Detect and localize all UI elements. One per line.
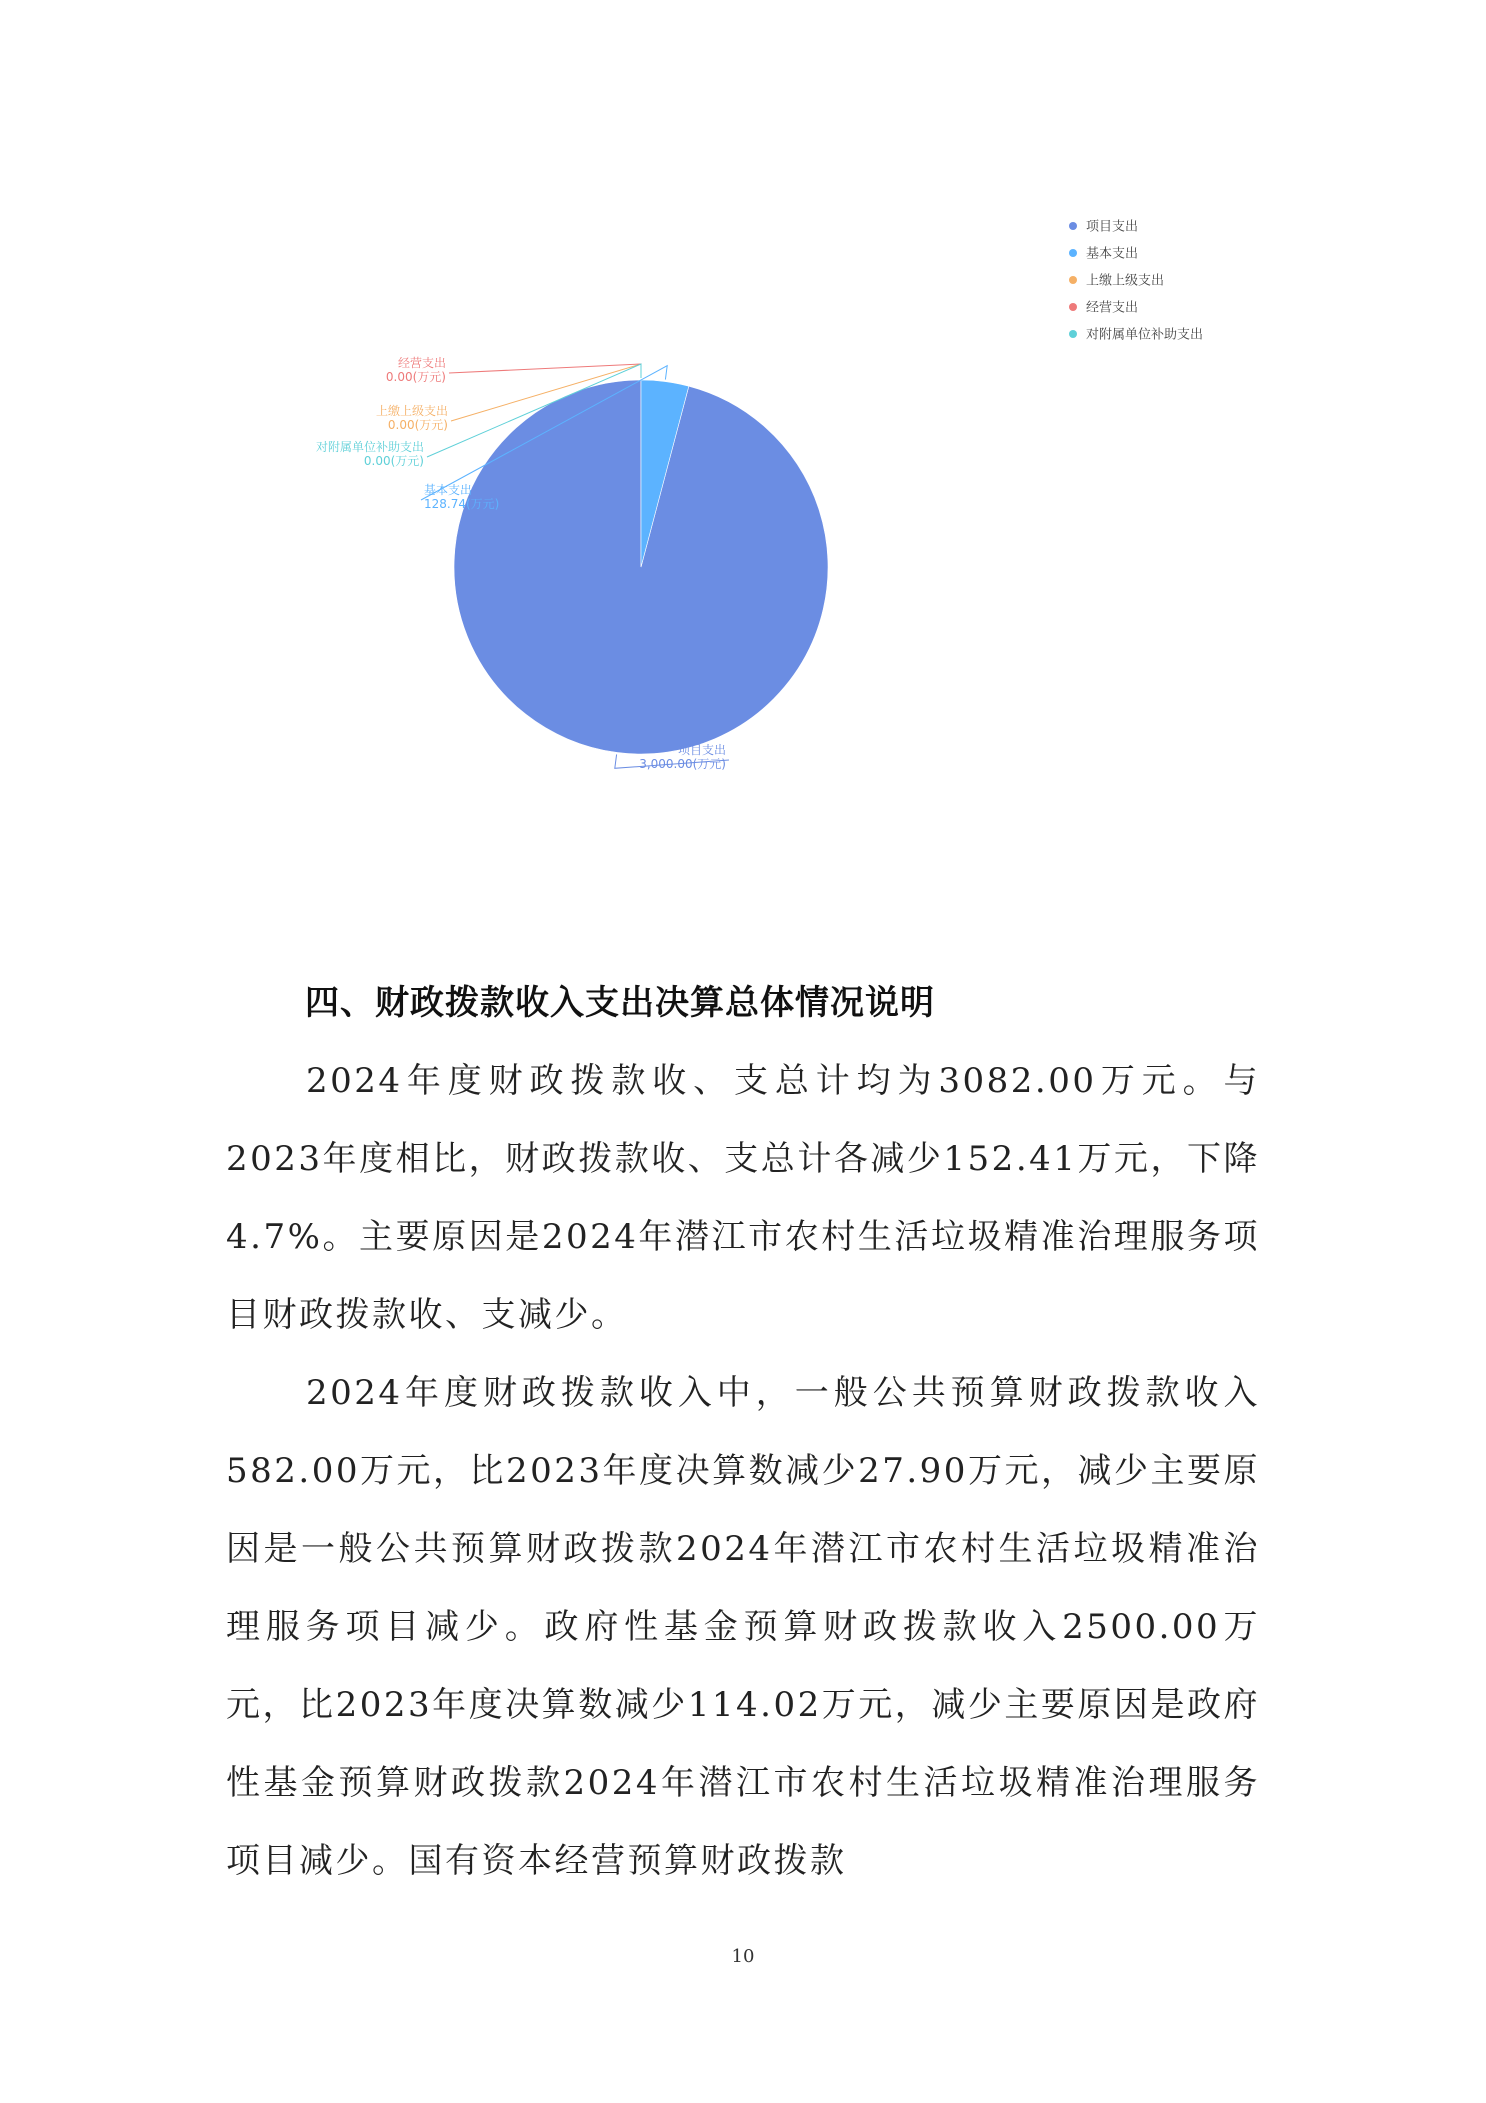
- slice-value-label: 0.00(万元): [387, 418, 448, 432]
- label-leader-line: [449, 364, 641, 378]
- slice-label: 经营支出: [397, 356, 446, 370]
- slice-value-label: 0.00(万元): [363, 454, 424, 468]
- legend-label: 上缴上级支出: [1086, 273, 1165, 289]
- legend-marker: [1069, 222, 1077, 230]
- paragraph-2: 2024年度财政拨款收入中，一般公共预算财政拨款收入582.00万元，比2023年度决算数减少27.90万元，减少主要原因是一般公共预算财政拨款2024年潜江市农村生活垃圾精准治理服务项目减少。政府性基金预算财政拨款收入2500.00万元，比2023年度决算数减少114.02万元，减少主要原因是政府性基金预算财政拨款2024年潜江市农村生活垃圾精准治理服务项目减少。国有资本经营预算财政拨款: [226, 1373, 1260, 1881]
- legend-label: 对附属单位补助支出: [1086, 327, 1204, 343]
- slice-label: 上缴上级支出: [375, 404, 448, 418]
- legend-marker: [1069, 276, 1077, 284]
- legend-marker: [1069, 249, 1077, 257]
- slice-value-label: 3,000.00(万元): [639, 757, 726, 771]
- paragraph-1: 2024年度财政拨款收、支总计均为3082.00万元。与2023年度相比，财政拨款收、支总计各减少152.41万元，下降4.7%。主要原因是2024年潜江市农村生活垃圾精准治理服务项目财政拨款收、支减少。: [226, 1061, 1260, 1335]
- chart-legend: [1069, 219, 1203, 343]
- body-text: [226, 1042, 1260, 1900]
- legend-label: 经营支出: [1086, 300, 1139, 316]
- pie-chart: [0, 0, 1486, 800]
- pie-slices: [454, 380, 828, 754]
- slice-label: 基本支出: [424, 483, 473, 497]
- legend-marker: [1069, 330, 1077, 338]
- slice-label: 项目支出: [677, 743, 726, 757]
- page-number: 10: [731, 1946, 755, 1967]
- slice-label: 对附属单位补助支出: [315, 440, 424, 454]
- legend-marker: [1069, 303, 1077, 311]
- slice-value-label: 128.74(万元): [424, 497, 500, 511]
- legend-label: 项目支出: [1086, 219, 1139, 235]
- section-title: 四、财政拨款收入支出决算总体情况说明: [305, 983, 935, 1023]
- legend-label: 基本支出: [1086, 246, 1139, 262]
- slice-value-label: 0.00(万元): [385, 370, 446, 384]
